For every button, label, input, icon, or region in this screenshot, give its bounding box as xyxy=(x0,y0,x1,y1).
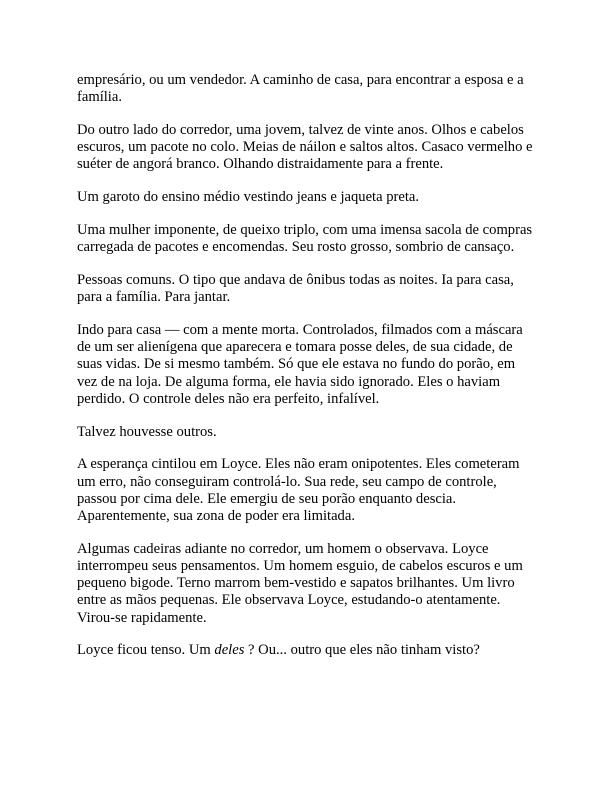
paragraph: Indo para casa — com a mente morta. Controlados, filmados com a máscara de um ser alienígena que aparecera e tomara posse deles, de sua cidade, de suas vidas. De si mesmo também. Só que ele estava no fundo do porão, em vez de na loja. De alguma forma, ele havia sido ignorado. Eles o haviam perdido. O controle deles não era perfeito, infalível. xyxy=(77,322,523,407)
paragraph: Talvez houvesse outros. xyxy=(77,423,217,440)
emphasized-word: deles xyxy=(214,642,245,659)
paragraph: empresário, ou um vendedor. A caminho de casa, para encontrar a esposa e a família. xyxy=(77,72,524,106)
paragraph-last xyxy=(77,642,539,659)
paragraph-text: Loyce ficou tenso. Um xyxy=(77,642,215,659)
paragraph: Algumas cadeiras adiante no corredor, um homem o observava. Loyce interrompeu seus pensamentos. Um homem esguio, de cabelos escuros e um pequeno bigode. Terno marrom bem-vestido e sapatos brilhantes. Um livro entre as mãos pequenas. Ele observava Loyce, estudando-o atentamente. Virou-se rapidamente. xyxy=(77,540,523,626)
paragraph-text: ? Ou... outro que eles não tinham visto? xyxy=(244,642,480,659)
paragraph: Uma mulher imponente, de queixo triplo, com uma imensa sacola de compras carregada de pacotes e encomendas. Seu rosto grosso, sombrio de cansaço. xyxy=(77,222,533,256)
paragraph: Do outro lado do corredor, uma jovem, talvez de vinte anos. Olhos e cabelos escuros, um pacote no colo. Meias de náilon e saltos altos. Casaco vermelho e suéter de angorá branco. Olhando distraidamente para a frente. xyxy=(77,122,533,173)
document-page xyxy=(77,72,539,675)
paragraph: Pessoas comuns. O tipo que andava de ônibus todas as noites. Ia para casa, para a família. Para jantar. xyxy=(77,272,514,306)
paragraph: Um garoto do ensino médio vestindo jeans e jaqueta preta. xyxy=(77,189,420,206)
paragraph: A esperança cintilou em Loyce. Eles não eram onipotentes. Eles cometeram um erro, não conseguiram controlá-lo. Sua rede, seu campo de controle, passou por cima dele. Ele emergiu de seu porão enquanto descia. Aparentemente, sua zona de poder era limitada. xyxy=(77,456,520,525)
